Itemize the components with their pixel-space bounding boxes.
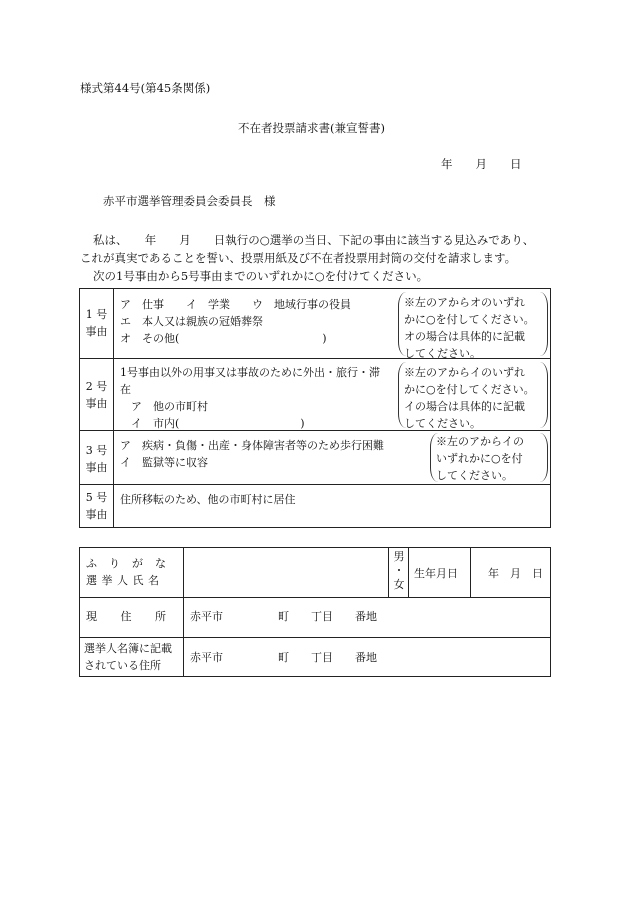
birth-divider <box>470 547 471 597</box>
reason-3-line-1: ア 疾病・負傷・出産・身体障害者等のため歩行困難 <box>120 439 384 452</box>
gender-left-divider <box>388 547 389 597</box>
reason-2-line-1: 1号事由以外の用事又は事故のために外出・旅行・滞 <box>120 366 380 379</box>
reason-3-label <box>80 442 113 476</box>
body-line-2: これが真実であることを誓い、投票用紙及び不在者投票用封筒の交付を請求します。 <box>80 251 517 265</box>
furigana-label: ふ り が な <box>86 557 167 570</box>
reason-1-note-2: かに○を付してください。 <box>404 313 535 326</box>
reason-2-line-4: イ 市内( ) <box>120 417 305 430</box>
registry-label-1: 選挙人名簿に記載 <box>84 642 172 655</box>
registry-label-2: されている住所 <box>84 659 161 672</box>
addressee: 赤平市選挙管理委員会委員長 様 <box>103 194 276 208</box>
reason-1-label <box>80 306 113 340</box>
reason-5-label-top: 5 号 <box>85 491 108 504</box>
reason-2-label <box>80 378 113 412</box>
reason-2-label-top: 2 号 <box>85 380 108 393</box>
reason-2-note-2: かに○を付してください。 <box>404 383 535 396</box>
reason-3-note-3: してください。 <box>436 469 513 482</box>
gender-label[interactable] <box>391 550 407 592</box>
voter-row-divider-2 <box>79 637 551 638</box>
reason-1-line-1: ア 仕事 イ 学業 ウ 地域行事の役員 <box>120 298 351 311</box>
voter-name-field[interactable] <box>185 549 386 595</box>
name-labels <box>86 555 167 589</box>
reason-2-line-2: 在 <box>120 383 131 396</box>
address-label: 現 住 所 <box>86 610 167 623</box>
reason-1-line-2: エ 本人又は親族の冠婚葬祭 <box>120 315 263 328</box>
gender-right-divider <box>408 547 409 597</box>
reason-1-label-bottom: 事由 <box>85 325 108 338</box>
reason-1-note-3: オの場合は具体的に記載 <box>404 330 525 343</box>
reason-2-note <box>404 364 535 432</box>
reason-5-line-1: 住所移転のため、他の市町村に居住 <box>120 493 296 506</box>
voter-name-label: 選 挙 人 氏 名 <box>86 574 160 587</box>
reason-1-line-3: オ その他( ) <box>120 332 327 345</box>
reason-3-label-top: 3 号 <box>85 444 108 457</box>
reason-5-label <box>80 489 113 523</box>
form-title: 不在者投票請求書(兼宣誓書) <box>238 121 385 135</box>
form-number: 様式第44号(第45条関係) <box>80 81 211 95</box>
body-line-3: 次の1号事由から5号事由までのいずれかに○を付けてください。 <box>93 269 429 283</box>
gender-female: 女 <box>393 578 405 591</box>
reason-2-note-4: してください。 <box>404 417 481 430</box>
row-divider-3 <box>79 484 551 485</box>
reason-5-label-bottom: 事由 <box>85 508 108 521</box>
body-line-1: 私は、 年 月 日執行の○選挙の当日、下記の事由に該当する見込みであり、 <box>93 233 535 247</box>
registry-address-value[interactable]: 赤平市 町 丁目 番地 <box>190 651 377 664</box>
birth-value[interactable]: 年 月 日 <box>488 567 543 580</box>
reason-1-label-top: 1 号 <box>85 308 108 321</box>
reason-1-note <box>404 294 535 362</box>
reason-2-line-3: ア 他の市町村 <box>120 400 208 413</box>
reason-3-options[interactable] <box>120 437 384 471</box>
reason-2-label-bottom: 事由 <box>85 397 108 410</box>
reason-2-note-3: イの場合は具体的に記載 <box>404 400 525 413</box>
reason-1-options[interactable] <box>120 296 351 347</box>
address-value[interactable]: 赤平市 町 丁目 番地 <box>190 610 377 623</box>
reason-2-note-1: ※左のアからイのいずれ <box>404 366 525 379</box>
voter-label-divider <box>183 547 184 677</box>
reason-3-note-1: ※左のアからイの <box>436 435 524 448</box>
reason-3-note-2: いずれかに○を付 <box>436 452 523 465</box>
voter-row-divider-1 <box>79 597 551 598</box>
reason-2-options[interactable] <box>120 364 380 432</box>
reasons-label-divider <box>113 288 114 528</box>
reason-1-note-4: してください。 <box>404 347 481 360</box>
reason-3-note <box>436 433 524 484</box>
gender-separator: ・ <box>393 564 405 577</box>
reason-1-note-1: ※左のアからオのいずれ <box>404 296 525 309</box>
date-line: 年 月 日 <box>441 157 522 171</box>
reason-3-label-bottom: 事由 <box>85 461 108 474</box>
gender-male: 男 <box>393 550 405 563</box>
reason-5-options[interactable] <box>120 491 296 508</box>
birth-label: 生年月日 <box>414 567 458 580</box>
registry-labels <box>84 640 172 674</box>
reason-3-line-2: イ 監獄等に収容 <box>120 456 208 469</box>
